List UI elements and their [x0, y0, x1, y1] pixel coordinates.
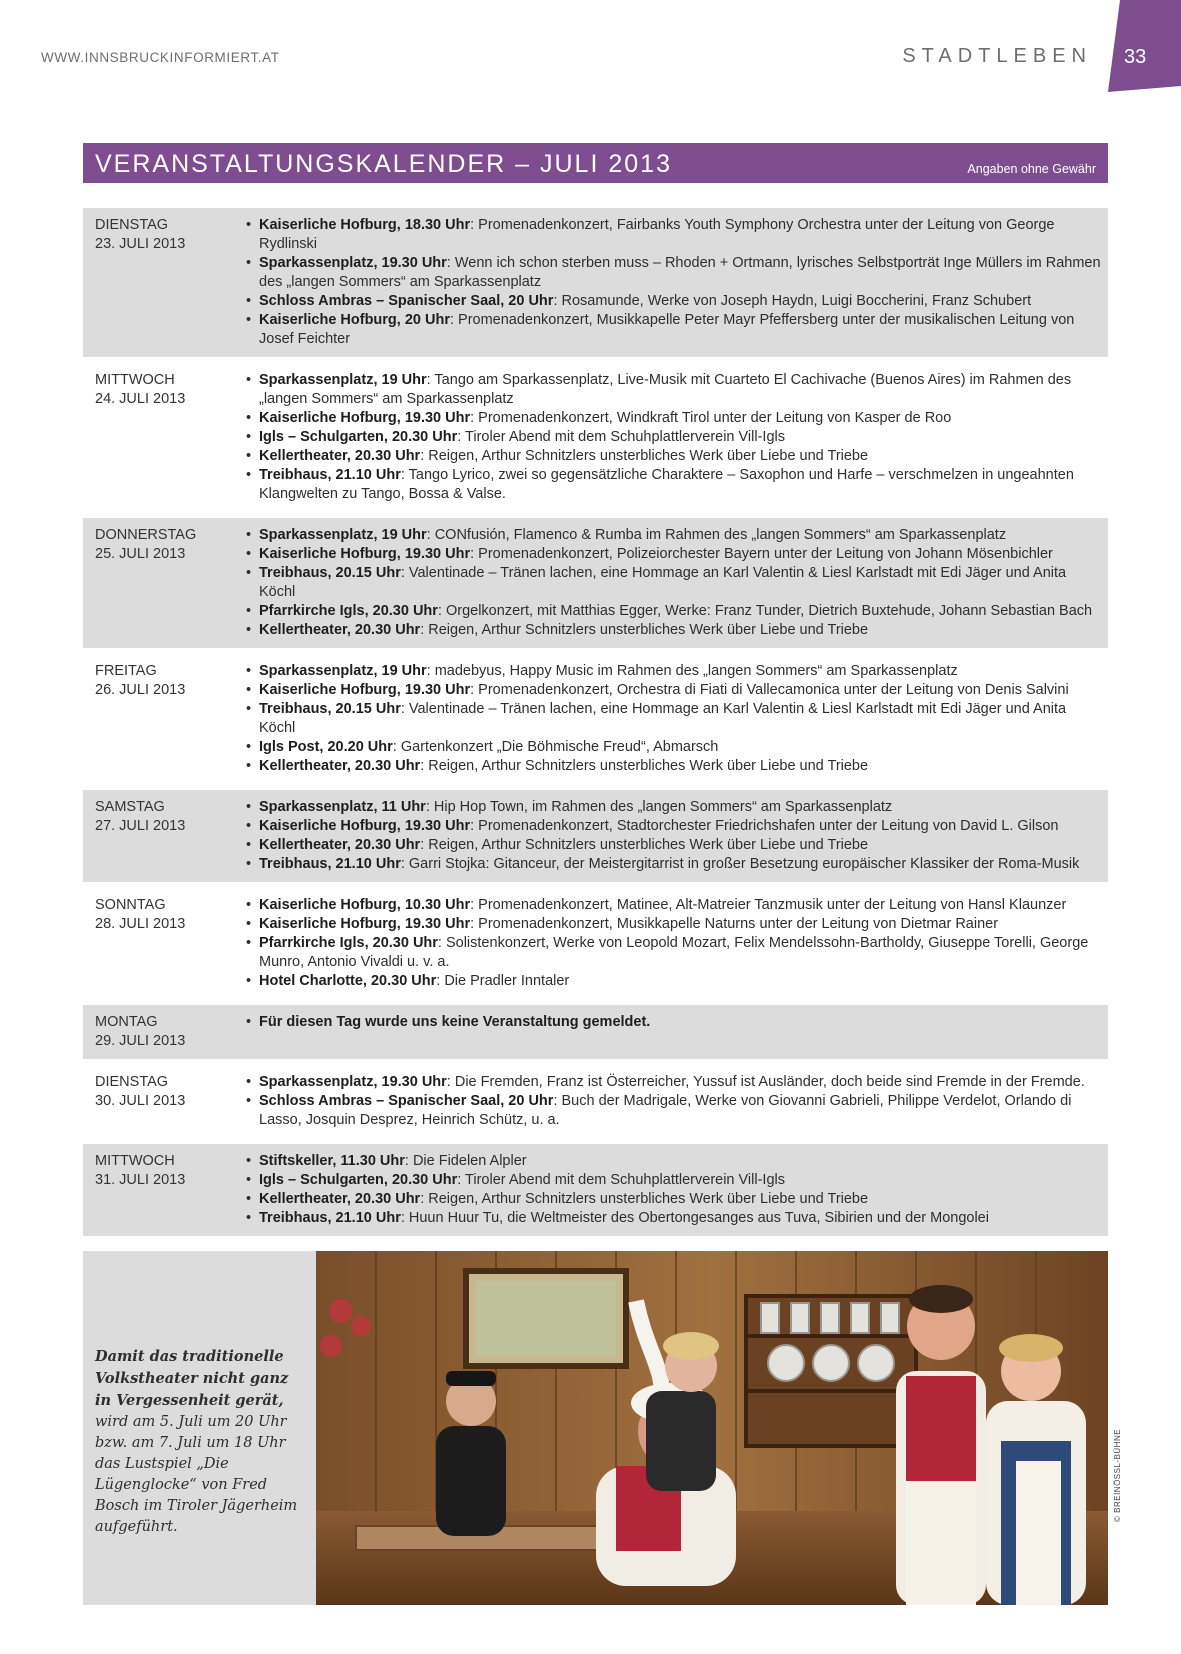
event-item — [246, 311, 1108, 349]
event-calendar — [83, 208, 1108, 1242]
event-description: : Valentinade – Tränen lachen, eine Hommage an Karl Valentin & Liesl Karlstadt mit Edi Jäger und Anita Köchl — [259, 701, 1067, 736]
event-venue: Sparkassenplatz, 19.30 Uhr — [259, 255, 447, 271]
day-row — [83, 1005, 1108, 1059]
event-description: : Reigen, Arthur Schnitzlers unsterbliches Werk über Liebe und Triebe — [420, 1191, 869, 1207]
day-label — [83, 1013, 246, 1051]
event-item — [246, 934, 1108, 972]
event-item — [246, 836, 1108, 855]
weekday: MITTWOCH — [95, 372, 175, 388]
caption-bold: Damit das traditionelle Volkstheater nicht ganz in Vergessenheit gerät, — [95, 1348, 289, 1409]
event-venue: Igls Post, 20.20 Uhr — [259, 739, 393, 755]
event-venue: Sparkassenplatz, 19 Uhr — [259, 527, 427, 543]
date: 23. JULI 2013 — [95, 236, 186, 252]
event-item — [246, 738, 1108, 757]
event-list — [246, 896, 1108, 991]
event-description: : Promenadenkonzert, Stadtorchester Friedrichshafen unter der Leitung von David L. Gilson — [470, 818, 1059, 834]
day-label — [83, 1152, 246, 1228]
event-item — [246, 564, 1108, 602]
event-venue: Hotel Charlotte, 20.30 Uhr — [259, 973, 437, 989]
calendar-title: VERANSTALTUNGSKALENDER – JULI 2013 — [95, 150, 672, 178]
event-venue: Pfarrkirche Igls, 20.30 Uhr — [259, 935, 438, 951]
event-list — [246, 662, 1108, 776]
day-label — [83, 216, 246, 349]
event-venue: Schloss Ambras – Spanischer Saal, 20 Uhr — [259, 293, 554, 309]
date: 30. JULI 2013 — [95, 1093, 186, 1109]
event-description: : Wenn ich schon sterben muss – Rhoden + Ortmann, lyrisches Selbstporträt Inge Müllers im Rahmen des „langen Sommers“ am Sparkassenplatz — [259, 255, 1101, 290]
event-description: : Promenadenkonzert, Musikkapelle Naturns unter der Leitung von Dietmar Rainer — [470, 916, 999, 932]
event-venue: Treibhaus, 21.10 Uhr — [259, 856, 401, 872]
event-description: : Promenadenkonzert, Matinee, Alt-Matreier Tanzmusik unter der Leitung von Hansl Klaunzer — [470, 897, 1067, 913]
day-label — [83, 1073, 246, 1130]
weekday: SONNTAG — [95, 897, 166, 913]
weekday: MONTAG — [95, 1014, 158, 1030]
event-venue: Treibhaus, 21.10 Uhr — [259, 1210, 401, 1226]
event-description: : Promenadenkonzert, Fairbanks Youth Symphony Orchestra unter der Leitung von George Rydlinski — [259, 217, 1055, 252]
event-list — [246, 216, 1108, 349]
page-number: 33 — [1124, 46, 1147, 68]
event-venue: Für diesen Tag wurde uns keine Veranstaltung gemeldet. — [259, 1014, 651, 1030]
day-row — [83, 888, 1108, 999]
event-venue: Kaiserliche Hofburg, 19.30 Uhr — [259, 818, 471, 834]
feature-section — [83, 1251, 1108, 1605]
day-row — [83, 208, 1108, 357]
event-item — [246, 447, 1108, 466]
event-venue: Pfarrkirche Igls, 20.30 Uhr — [259, 603, 438, 619]
event-venue: Kellertheater, 20.30 Uhr — [259, 622, 421, 638]
date: 29. JULI 2013 — [95, 1033, 186, 1049]
weekday: FREITAG — [95, 663, 157, 679]
day-label — [83, 526, 246, 640]
weekday: DONNERSTAG — [95, 527, 197, 543]
date: 28. JULI 2013 — [95, 916, 186, 932]
event-item — [246, 545, 1108, 564]
event-item — [246, 409, 1108, 428]
event-item — [246, 1092, 1108, 1130]
event-venue: Igls – Schulgarten, 20.30 Uhr — [259, 429, 458, 445]
event-item — [246, 371, 1108, 409]
event-venue: Igls – Schulgarten, 20.30 Uhr — [259, 1172, 458, 1188]
section-name: STADTLEBEN — [902, 45, 1092, 67]
event-description: : madebyus, Happy Music im Rahmen des „langen Sommers“ am Sparkassenplatz — [426, 663, 958, 679]
day-row — [83, 363, 1108, 512]
event-list — [246, 1152, 1108, 1228]
event-item — [246, 757, 1108, 776]
event-item — [246, 1209, 1108, 1228]
event-list — [246, 526, 1108, 640]
event-description: : Huun Huur Tu, die Weltmeister des Obertongesanges aus Tuva, Sibirien und der Mongolei — [400, 1210, 989, 1226]
event-description: : Die Fidelen Alpler — [404, 1153, 527, 1169]
photo-caption — [95, 1346, 300, 1538]
event-list — [246, 1073, 1108, 1130]
date: 31. JULI 2013 — [95, 1172, 186, 1188]
event-list — [246, 371, 1108, 504]
event-venue: Kaiserliche Hofburg, 10.30 Uhr — [259, 897, 471, 913]
event-description: : Tiroler Abend mit dem Schuhplattlerverein Vill-Igls — [457, 1172, 785, 1188]
event-venue: Sparkassenplatz, 19 Uhr — [259, 663, 427, 679]
day-label — [83, 798, 246, 874]
event-venue: Treibhaus, 21.10 Uhr — [259, 467, 401, 483]
event-item — [246, 254, 1108, 292]
day-row — [83, 518, 1108, 648]
theater-photo — [316, 1251, 1108, 1605]
event-venue: Kaiserliche Hofburg, 18.30 Uhr — [259, 217, 471, 233]
event-venue: Kaiserliche Hofburg, 20 Uhr — [259, 312, 450, 328]
event-venue: Kellertheater, 20.30 Uhr — [259, 1191, 421, 1207]
event-item — [246, 1073, 1108, 1092]
event-venue: Treibhaus, 20.15 Uhr — [259, 565, 401, 581]
event-description: : Reigen, Arthur Schnitzlers unsterbliches Werk über Liebe und Triebe — [420, 758, 869, 774]
event-item — [246, 972, 1108, 991]
photo-credit: © BREINÖSSL-BÜHNE — [1113, 1428, 1122, 1522]
caption-box — [83, 1251, 316, 1605]
event-description: : Reigen, Arthur Schnitzlers unsterbliches Werk über Liebe und Triebe — [420, 622, 869, 638]
date: 27. JULI 2013 — [95, 818, 186, 834]
event-item — [246, 428, 1108, 447]
event-item — [246, 681, 1108, 700]
event-venue: Sparkassenplatz, 19 Uhr — [259, 372, 427, 388]
weekday: SAMSTAG — [95, 799, 165, 815]
site-url[interactable]: WWW.INNSBRUCKINFORMIERT.AT — [41, 50, 280, 65]
event-description: : Promenadenkonzert, Polizeiorchester Bayern unter der Leitung von Johann Mösenbichler — [470, 546, 1053, 562]
weekday: DIENSTAG — [95, 217, 169, 233]
event-item — [246, 1190, 1108, 1209]
event-description: : Die Fremden, Franz ist Österreicher, Yussuf ist Ausländer, doch beide sind Fremde in der Fremde. — [446, 1074, 1085, 1090]
event-venue: Schloss Ambras – Spanischer Saal, 20 Uhr — [259, 1093, 554, 1109]
calendar-title-bar — [83, 143, 1108, 183]
event-venue: Sparkassenplatz, 19.30 Uhr — [259, 1074, 447, 1090]
event-venue: Kaiserliche Hofburg, 19.30 Uhr — [259, 410, 471, 426]
event-item — [246, 602, 1108, 621]
date: 25. JULI 2013 — [95, 546, 186, 562]
event-venue: Kaiserliche Hofburg, 19.30 Uhr — [259, 682, 471, 698]
date: 26. JULI 2013 — [95, 682, 186, 698]
event-item — [246, 216, 1108, 254]
day-row — [83, 790, 1108, 882]
weekday: MITTWOCH — [95, 1153, 175, 1169]
event-venue: Kellertheater, 20.30 Uhr — [259, 448, 421, 464]
event-description: : Buch der Madrigale, Werke von Giovanni Gabrieli, Philippe Verdelot, Orlando di Lasso, Josquin Desprez, Heinrich Schütz, u. a. — [259, 1093, 1072, 1128]
event-item — [246, 1171, 1108, 1190]
day-row — [83, 654, 1108, 784]
event-venue: Kaiserliche Hofburg, 19.30 Uhr — [259, 916, 471, 932]
event-item — [246, 700, 1108, 738]
event-venue: Kaiserliche Hofburg, 19.30 Uhr — [259, 546, 471, 562]
theater-scene-illustration — [316, 1251, 1108, 1605]
event-list — [246, 798, 1108, 874]
caption-rest: wird am 5. Juli um 20 Uhr bzw. am 7. Juli um 18 Uhr das Lustspiel „Die Lügenglocke“ von Fred Bosch im Tiroler Jägerheim aufgeführt. — [95, 1414, 298, 1535]
event-description: : Tango Lyrico, zwei so gegensätzliche Charaktere – Saxophon und Harfe – verschmelzen in ungeahnten Klangwelten zu Tango, Bossa & Valse. — [259, 467, 1074, 502]
event-item — [246, 798, 1108, 817]
event-description: : Solistenkonzert, Werke von Leopold Mozart, Felix Mendelssohn-Bartholdy, Giuseppe Torelli, George Munro, Antonio Vivaldi u. v. a. — [259, 935, 1089, 970]
event-description: : Tango am Sparkassenplatz, Live-Musik mit Cuarteto El Cachivache (Buenos Aires) im Rahmen des „langen Sommers“ am Sparkassenplatz — [259, 372, 1072, 407]
day-label — [83, 896, 246, 991]
event-item — [246, 466, 1108, 504]
event-item — [246, 662, 1108, 681]
event-venue: Stiftskeller, 11.30 Uhr — [259, 1153, 405, 1169]
event-item — [246, 526, 1108, 545]
event-description: : Promenadenkonzert, Windkraft Tirol unter der Leitung von Kasper de Roo — [470, 410, 952, 426]
event-description: : Rosamunde, Werke von Joseph Haydn, Luigi Boccherini, Franz Schubert — [553, 293, 1032, 309]
event-item — [246, 621, 1108, 640]
event-venue: Kellertheater, 20.30 Uhr — [259, 837, 421, 853]
event-description: : CONfusión, Flamenco & Rumba im Rahmen des „langen Sommers“ am Sparkassenplatz — [426, 527, 1007, 543]
event-description: : Die Pradler Inntaler — [436, 973, 570, 989]
event-description: : Valentinade – Tränen lachen, eine Hommage an Karl Valentin & Liesl Karlstadt mit Edi Jäger und Anita Köchl — [259, 565, 1067, 600]
calendar-disclaimer: Angaben ohne Gewähr — [967, 162, 1096, 176]
event-venue: Kellertheater, 20.30 Uhr — [259, 758, 421, 774]
event-description: : Promenadenkonzert, Orchestra di Fiati di Vallecamonica unter der Leitung von Denis Salvini — [470, 682, 1069, 698]
event-list — [246, 1013, 1108, 1051]
day-row — [83, 1144, 1108, 1236]
weekday: DIENSTAG — [95, 1074, 169, 1090]
event-item — [246, 915, 1108, 934]
day-row — [83, 1065, 1108, 1138]
event-item — [246, 817, 1108, 836]
day-label — [83, 371, 246, 504]
event-description: : Promenadenkonzert, Musikkapelle Peter Mayr Pfeffersberg unter der musikalischen Leitung von Josef Feichter — [259, 312, 1075, 347]
event-description: : Hip Hop Town, im Rahmen des „langen Sommers“ am Sparkassenplatz — [425, 799, 893, 815]
event-item — [246, 855, 1108, 874]
event-item — [246, 1013, 1108, 1032]
event-description: : Reigen, Arthur Schnitzlers unsterbliches Werk über Liebe und Triebe — [420, 448, 869, 464]
event-description: : Gartenkonzert „Die Böhmische Freud“, Abmarsch — [392, 739, 719, 755]
event-item — [246, 1152, 1108, 1171]
event-venue: Sparkassenplatz, 11 Uhr — [259, 799, 426, 815]
event-item — [246, 896, 1108, 915]
event-description: : Orgelkonzert, mit Matthias Egger, Werke: Franz Tunder, Dietrich Buxtehude, Johann Sebastian Bach — [437, 603, 1093, 619]
date: 24. JULI 2013 — [95, 391, 186, 407]
event-description: : Reigen, Arthur Schnitzlers unsterbliches Werk über Liebe und Triebe — [420, 837, 869, 853]
event-description: : Garri Stojka: Gitanceur, der Meistergitarrist in großer Besetzung europäischer Klassiker der Roma-Musik — [400, 856, 1080, 872]
day-label — [83, 662, 246, 776]
event-description: : Tiroler Abend mit dem Schuhplattlerverein Vill-Igls — [457, 429, 785, 445]
event-venue: Treibhaus, 20.15 Uhr — [259, 701, 401, 717]
event-item — [246, 292, 1108, 311]
